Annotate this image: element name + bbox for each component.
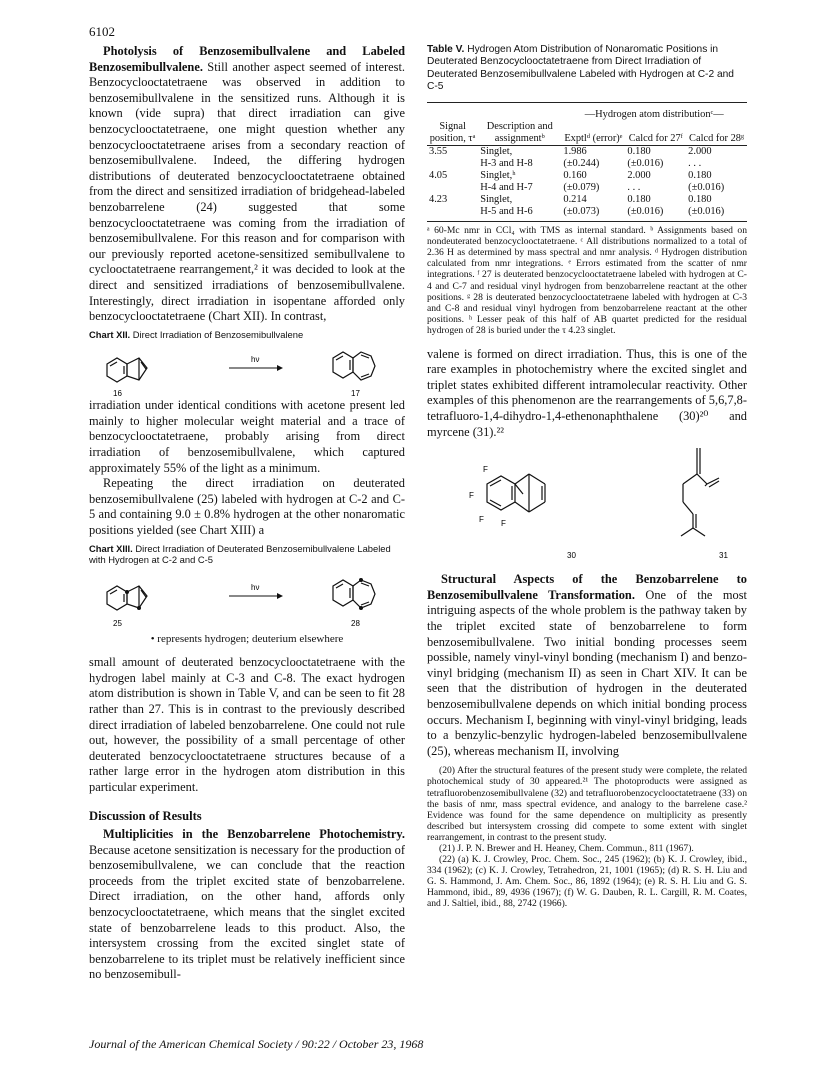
paragraph-acetone: irradiation under identical conditions with acetone present led mainly to higher molecular weight material and a trace of benzocyclooctatetraene, probably arising from direct irradiation of benzosemibullvalene, which captured approximately 55% of the light as a minimum.: [89, 398, 405, 475]
page-number: 6102: [89, 24, 115, 39]
references: [427, 765, 747, 909]
table-row: [427, 145, 747, 170]
chart13-caption: [89, 543, 405, 566]
cell-calcd-28: 0.180 (±0.016): [688, 169, 725, 193]
cell-exptl: 0.160 (±0.079): [563, 169, 600, 193]
header-signal: Signal position, τᵃ: [429, 120, 476, 144]
structures-30-31: [427, 444, 747, 564]
header-calcd-28: Calcd for 28ᵍ: [689, 132, 745, 144]
table-row: [427, 170, 747, 194]
chart12-number-b: 17: [351, 389, 360, 399]
cell-calcd-27: 2.000 . . .: [627, 169, 651, 193]
header-exptl: Exptlᵈ (error)ᵉ: [564, 132, 623, 144]
paragraph-body: Still another aspect seemed of interest. Benzocyclooctatetraene was observed in addition to benzosemibullvalene in the sensitized runs. Although it is known (vide supra) that direct irradiation can give benzocyclooctatetraene, one might question whether any benzocyclooctatetraene arises from a secondary reaction of benzosemibullvalene. Indeed, the differing hydrogen distributions of deuterated benzocyclooctatetraene obtained from the direct and sensitized irradiation of bridgehead-labeled benzobarrelene (24) suggested that some benzocyclooctatetraene was coming from the irradiation of benzosemibullvalene. For this reason and for comparison with our previously reported acetone-sensitized semibullvalene to cyclooctatetraene rearrangement,² it was decided to look at the direct and sensitized irradiations of benzosemibullvalene. Interestingly, direct irradiation in isopentane afforded only benzocyclooctatetraene (Chart XII). In contrast,: [89, 59, 405, 324]
table-group-header: —Hydrogen atom distributionᶜ—: [584, 108, 724, 120]
header-description: Description and assignmentᵇ: [486, 120, 553, 144]
hydrogen-dot: [359, 578, 363, 582]
table-title: Hydrogen Atom Distribution of Nonaromatic Positions in Deuterated Benzocyclooctatetraene from Direct Irradiation of Deuterated Benzosemibullvalene Labeled with Hydrogen at C-2 and C-5: [427, 44, 734, 93]
paragraph-body: Because acetone sensitization is necessary for the production of benzosemibullvalene, we can conclude that the reaction proceeds from the triplet excited state of benzobarrelene. Direct irradiation, on the other hand, affords only benzocyclooctatetraene, which means that the singlet excited state of benzobarrelene leads to this product. Also, the intersystem crossing from the excited singlet state of benzobarrelene to its triplet must be relatively inefficient since no benzosemibull-: [89, 842, 405, 982]
chart13-note: • represents hydrogen; deuterium elsewhere: [150, 632, 344, 645]
chart12-scheme: [89, 342, 405, 398]
structures-30-31-drawing: [427, 444, 747, 564]
chart13-structures: [89, 568, 405, 630]
chart12-hv: hν: [251, 355, 260, 365]
cell-calcd-28: 0.180 (±0.016): [688, 193, 725, 217]
cell-position: 4.23: [429, 193, 448, 205]
chart13-scheme: [89, 568, 405, 630]
table-caption: [427, 44, 747, 94]
section-title: Discussion of Results: [89, 809, 202, 824]
chart13-label: Chart XIII.: [89, 542, 133, 554]
paragraph-heading: Photolysis of Benzosemibullvalene and Labeled Benzosemibullvalene.: [89, 44, 405, 74]
tetrafluoro-ethenonaphthalene-structure: [487, 474, 545, 512]
compound-number-31: 31: [719, 551, 728, 561]
left-column: [89, 44, 405, 983]
paragraph-small-amount: small amount of deuterated benzocyclooctatetraene with the hydrogen label mainly at C-3 and C-8. The exact hydrogen atom distribution is shown in Table V, and can be seen to fit 28 rather than 27. This is in contrast to the previously described direct irradiation of labeled benzobarrelene. One could not rule out, however, the possibility of a small percentage of other deuterated benzocyclooctatetraene structures because of a rather large error in the hydrogen atom distribution in this particular experiment.: [89, 655, 405, 794]
paragraph-repeat: Repeating the direct irradiation on deuterated benzosemibullvalene (25) labeled with hydrogen at C-2 and C-5 and containing 9.0 ± 0.8% hydrogen at the other nonaromatic positions yielded (see Chart XIII) a: [89, 476, 405, 537]
cell-position: 4.05: [429, 169, 448, 181]
chart12-title: Direct Irradiation of Benzosemibullvalene: [132, 328, 304, 340]
cell-position: 3.55: [429, 145, 448, 157]
cell-calcd-28: 2.000 . . .: [688, 145, 712, 169]
chart12-label: Chart XII.: [89, 328, 131, 340]
paragraph-valene: valene is formed on direct irradiation. Thus, this is one of the rare examples in photochemistry where the excited singlet and triplet states exhibited different intramolecular reactivity. Other examples of this phenomenon are the rearrangements of 5,6,7,8-tetrafluoro-1,4-dihydro-1,4-ethenonaphthalene (30)²⁰ and myrcene (31).²²: [427, 346, 747, 439]
paragraph-structural-aspects: [427, 572, 747, 759]
reference-21: (21) J. P. N. Brewer and H. Heaney, Chem. Commun., 811 (1967).: [439, 843, 694, 854]
table-v: [427, 102, 747, 222]
right-column: [427, 44, 747, 910]
chart13-hv: hν: [251, 582, 260, 592]
paragraph-photolysis: [89, 44, 405, 325]
hydrogen-dot: [125, 590, 129, 594]
table-row: [427, 194, 747, 221]
paragraph-multiplicities: [89, 827, 405, 983]
fluorine-label: F: [479, 515, 484, 525]
hydrogen-dot: [359, 606, 363, 610]
compound-number-30: 30: [567, 551, 576, 561]
hydrogen-dot: [137, 606, 141, 610]
labeled-benzosemibullvalene-structure: [107, 586, 147, 610]
cell-calcd-27: 0.180 (±0.016): [627, 145, 664, 169]
fluorine-label: F: [501, 519, 506, 529]
table-footnotes: ᵃ 60-Mc nmr in CCl₄ with TMS as internal standard. ᵇ Assignments based on nondeuterated benzocyclooctatetraene. ᶜ All distributions normalized to a total of 2.36 H as determined by mass spectral and nmr analysis. ᵈ Hydrogen distribution calculated from nmr integrations. ᵉ Errors estimated from the scatter of nmr integrations. ᶠ 27 is deuterated benzocyclooctatetraene labeled with hydrogen at C-4 and C-7 and residual vinyl hydrogen from benzobarrelene reactant at the other positions. ᵍ 28 is deuterated benzocyclooctatetraene labeled with hydrogen at C-3 and C-8 and residual vinyl hydrogen from benzobarrelene reactant at the other positions. ʰ Lesser peak of this half of AB quartet predicted for the residual hydrogen of 28 is buried under the τ 4.23 singlet.: [427, 224, 747, 337]
cell-description: Singlet, H-5 and H-6: [480, 193, 533, 217]
paragraph-heading: Structural Aspects of the Benzobarrelene to Benzosemibullvalene Transformation.: [427, 572, 747, 602]
cell-exptl: 1.986 (±0.244): [563, 145, 600, 169]
myrcene-structure: [681, 448, 719, 536]
cell-exptl: 0.214 (±0.073): [563, 193, 600, 217]
chart13-number-b: 28: [351, 618, 360, 628]
chart12-number-a: 16: [113, 389, 122, 399]
labeled-benzocyclooctatetraene-structure: [333, 580, 375, 608]
reference-20: (20) After the structural features of the present study were complete, the related photochemical study of 30 appeared.²¹ The photoproducts were assigned as tetrafluorobenzosemibullvalene (32) and tetrafluorobenzocyclooctatetraene (33) on the basis of nmr, mass spectral evidence, and analogy to the barrelene case.² Evidence was found for the same dependence on multiplicity as presently described but intersystem crossing did compete to some extent with singlet rearrangement, in contrast to the present study.: [427, 765, 747, 843]
paragraph-body: One of the most intriguing aspects of the whole problem is the pathway taken by the triplet excited state of benzobarrelene to form benzosemibullvalene. Two initial bonding processes seem possible, namely vinyl-vinyl bonding (mechanism I) and benzo-vinyl bridging (mechanism II) as seen in Chart XIV. It can be seen that the distribution of hydrogen in the deuterated benzosemibullvalene depends on which initial bonding process occurs. Mechanism I, beginning with vinyl-vinyl bridging, leads to a benzylic-benzylic hydrogen-labeled benzosemibullvalene (25), whereas mechanism II, involving: [427, 587, 747, 758]
chart12-caption: [89, 329, 405, 341]
header-calcd-27: Calcd for 27ᶠ: [628, 132, 683, 144]
journal-footer: Journal of the American Chemical Society / 90:22 / October 23, 1968: [89, 1037, 424, 1051]
paragraph-heading: Multiplicities in the Benzobarrelene Photochemistry.: [103, 827, 405, 842]
chart13-number-a: 25: [113, 618, 122, 628]
table-label: Table V.: [427, 44, 465, 55]
benzosemibullvalene-structure: [107, 358, 147, 382]
cell-description: Singlet,ʰ H-4 and H-7: [480, 169, 533, 193]
chart12-structures: [89, 342, 405, 398]
reference-22: (22) (a) K. J. Crowley, Proc. Chem. Soc., 245 (1962); (b) K. J. Crowley, ibid., 334 (1962); (c) K. J. Crowley, Tetrahedron, 21, 1001 (1965); (d) R. S. H. Liu and G. S. Hammond, J. Am. Chem. Soc., 86, 1892 (1964); (e) R. S. H. Liu and G. S. Hammond, ibid., 89, 4936 (1967); (f) W. G. Dauben, R. L. Cargill, R. M. Coates, and J. Saltiel, ibid., 88, 2742 (1966).: [427, 854, 747, 910]
benzocyclooctatetraene-structure: [333, 352, 375, 380]
cell-calcd-27: 0.180 (±0.016): [627, 193, 664, 217]
fluorine-label: F: [483, 465, 488, 475]
fluorine-label: F: [469, 491, 474, 501]
chart13-title: Direct Irradiation of Deuterated Benzosemibullvalene Labeled with Hydrogen at C-2 and C-5: [89, 542, 391, 566]
cell-description: Singlet, H-3 and H-8: [480, 145, 533, 169]
